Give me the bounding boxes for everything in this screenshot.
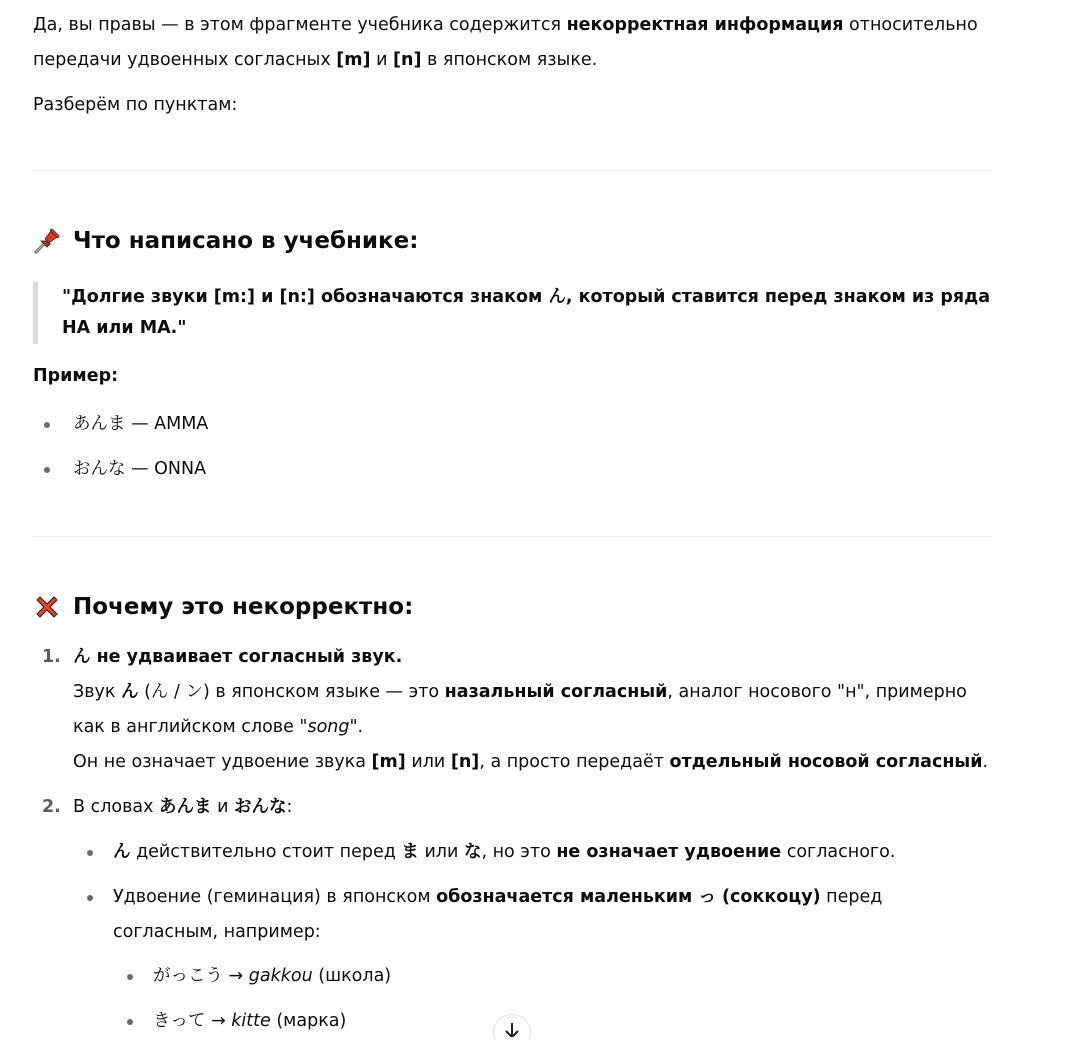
- example-label: Пример:: [33, 366, 119, 386]
- body-text: .: [982, 752, 989, 772]
- example-romaji: gakkou: [248, 966, 313, 986]
- body-text: или: [418, 842, 464, 862]
- example-kana: きって →: [153, 1011, 232, 1031]
- list-item: [33, 402, 208, 447]
- body-text: действительно стоит перед: [130, 842, 402, 862]
- reasons-list: [33, 640, 991, 1040]
- arrow-down-icon: [502, 1015, 522, 1040]
- textbook-quote: [33, 282, 1002, 344]
- bullet-dot: [127, 1019, 133, 1025]
- gemination-examples: [113, 954, 991, 1040]
- body-bold: назальный согласный: [444, 682, 668, 702]
- body-text: (ん / ン) в японском языке — это: [138, 682, 445, 702]
- reason-item-1: [33, 640, 991, 780]
- reason-body-2: [73, 745, 991, 780]
- intro-bold: [m]: [336, 50, 371, 70]
- kana: な: [463, 842, 482, 862]
- list-item: [33, 447, 208, 492]
- quote-kana: ん: [548, 287, 566, 307]
- body-bold: [n]: [450, 752, 480, 772]
- body-bold: [m]: [371, 752, 406, 772]
- reason-heading-text: не удваивает согласный звук.: [90, 647, 403, 667]
- bullet-dot: [87, 895, 93, 901]
- bullet-dot: [44, 422, 50, 428]
- body-bold: обозначается маленьким っ (соккоцу): [436, 887, 821, 907]
- pushpin-icon: [33, 227, 61, 255]
- intro-bold: некорректная информация: [566, 15, 844, 35]
- intro-bold: [n]: [393, 50, 422, 70]
- body-text: и: [211, 797, 235, 817]
- bullet-dot: [127, 974, 133, 980]
- body-text: Он не означает удвоение звука: [73, 752, 372, 772]
- kana: ん: [113, 842, 131, 862]
- body-text: , аналог носового "н", примерно как в английском слове ": [73, 682, 967, 737]
- intro-paragraph-2: Разберём по пунктам:: [33, 95, 238, 115]
- intro-text: и: [370, 50, 394, 70]
- quote-text: "Долгие звуки [m:] и [n:] обозначаются знаком: [62, 287, 549, 307]
- reason-sub-list: [73, 835, 991, 1040]
- kana: ん: [121, 682, 139, 702]
- kana: ま: [401, 842, 419, 862]
- divider: [33, 170, 991, 171]
- list-number: 1.: [42, 647, 61, 667]
- list-item: [113, 999, 991, 1040]
- example-text: おんな — ONNA: [73, 459, 207, 479]
- example-kana: がっこう →: [153, 966, 249, 986]
- intro-text: в японском языке.: [421, 50, 598, 70]
- section-title: Почему это некорректно:: [73, 594, 414, 620]
- divider: [33, 536, 991, 537]
- intro-text: относительно передачи удвоенных согласных: [33, 15, 978, 70]
- example-gloss: (школа): [312, 966, 392, 986]
- section-heading-incorrect: [33, 593, 413, 621]
- example-text: あんま — AMMA: [73, 414, 209, 434]
- kana: おんな: [234, 797, 287, 817]
- body-text: Удвоение (геминация) в японском: [113, 887, 437, 907]
- list-item: [73, 835, 991, 870]
- intro-paragraph: [33, 8, 991, 78]
- example-romaji: kitte: [231, 1011, 271, 1031]
- example-list: [33, 402, 208, 492]
- reason-heading: [73, 790, 991, 825]
- body-text: согласного.: [781, 842, 896, 862]
- kana: あんま: [159, 797, 212, 817]
- intro-text: Да, вы правы — в этом фрагменте учебника содержится: [33, 15, 567, 35]
- example-gloss: (марка): [270, 1011, 347, 1031]
- quote-text: , который ставится перед знаком из ряда НА или МА.": [62, 287, 991, 338]
- body-text: перед согласным, например:: [113, 887, 883, 942]
- body-text: Звук: [73, 682, 122, 702]
- body-bold: не означает удвоение: [556, 842, 782, 862]
- reason-body-1: [73, 675, 991, 745]
- list-item: [113, 954, 991, 999]
- body-text: В словах: [73, 797, 160, 817]
- body-italic: song: [307, 717, 350, 737]
- list-number: 2.: [42, 797, 61, 817]
- body-text: или: [405, 752, 451, 772]
- body-bold: отдельный носовой согласный: [669, 752, 983, 772]
- body-text: , но это: [481, 842, 557, 862]
- body-text: , а просто передаёт: [479, 752, 670, 772]
- reason-item-2: [33, 790, 991, 1040]
- body-text: ".: [349, 717, 364, 737]
- kana: ん: [73, 647, 91, 667]
- cross-mark-icon: [33, 593, 61, 621]
- list-item: [73, 880, 991, 1040]
- section-heading-textbook: [33, 227, 418, 255]
- section-title: Что написано в учебнике:: [73, 228, 419, 254]
- reason-heading: [73, 640, 991, 675]
- bullet-dot: [44, 467, 50, 473]
- bullet-dot: [87, 850, 93, 856]
- body-text: :: [286, 797, 293, 817]
